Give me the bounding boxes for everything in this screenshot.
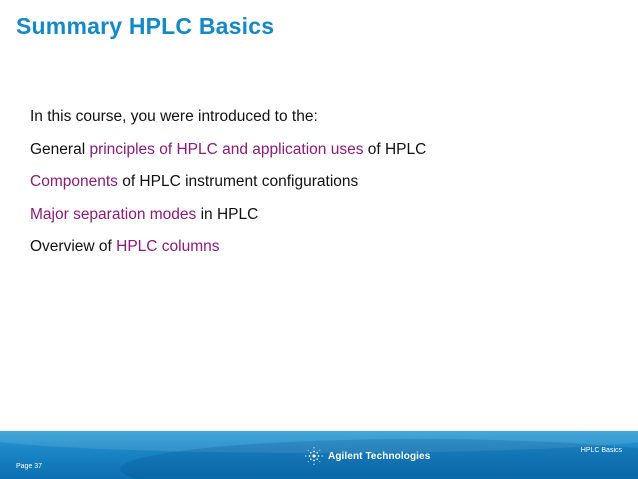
summary-list [30,140,426,270]
item-text: of HPLC [363,140,427,158]
content-body [30,107,426,270]
item-text: of HPLC instrument configurations [117,173,359,190]
logo-text: Agilent Technologies [328,450,431,462]
agilent-logo [304,446,430,466]
summary-item [30,172,426,205]
course-name: HPLC Basics [580,447,622,454]
highlighted-text: HPLC columns [116,238,220,255]
summary-item [30,140,426,173]
footer-bar [0,431,638,479]
slide-title: Summary HPLC Basics [16,13,275,39]
agilent-spark-icon [304,446,324,466]
summary-item [30,205,426,238]
intro-line: In this course, you were introduced to the: [30,108,318,125]
highlighted-text: Components [30,173,118,190]
highlighted-text: Major separation modes [30,205,197,223]
item-text: General [30,140,90,158]
item-text: in HPLC [196,205,259,223]
item-text: Overview of [30,238,117,255]
highlighted-text: principles of HPLC and application uses [89,140,364,158]
page-number: Page 37 [16,463,43,470]
summary-item [30,237,426,270]
